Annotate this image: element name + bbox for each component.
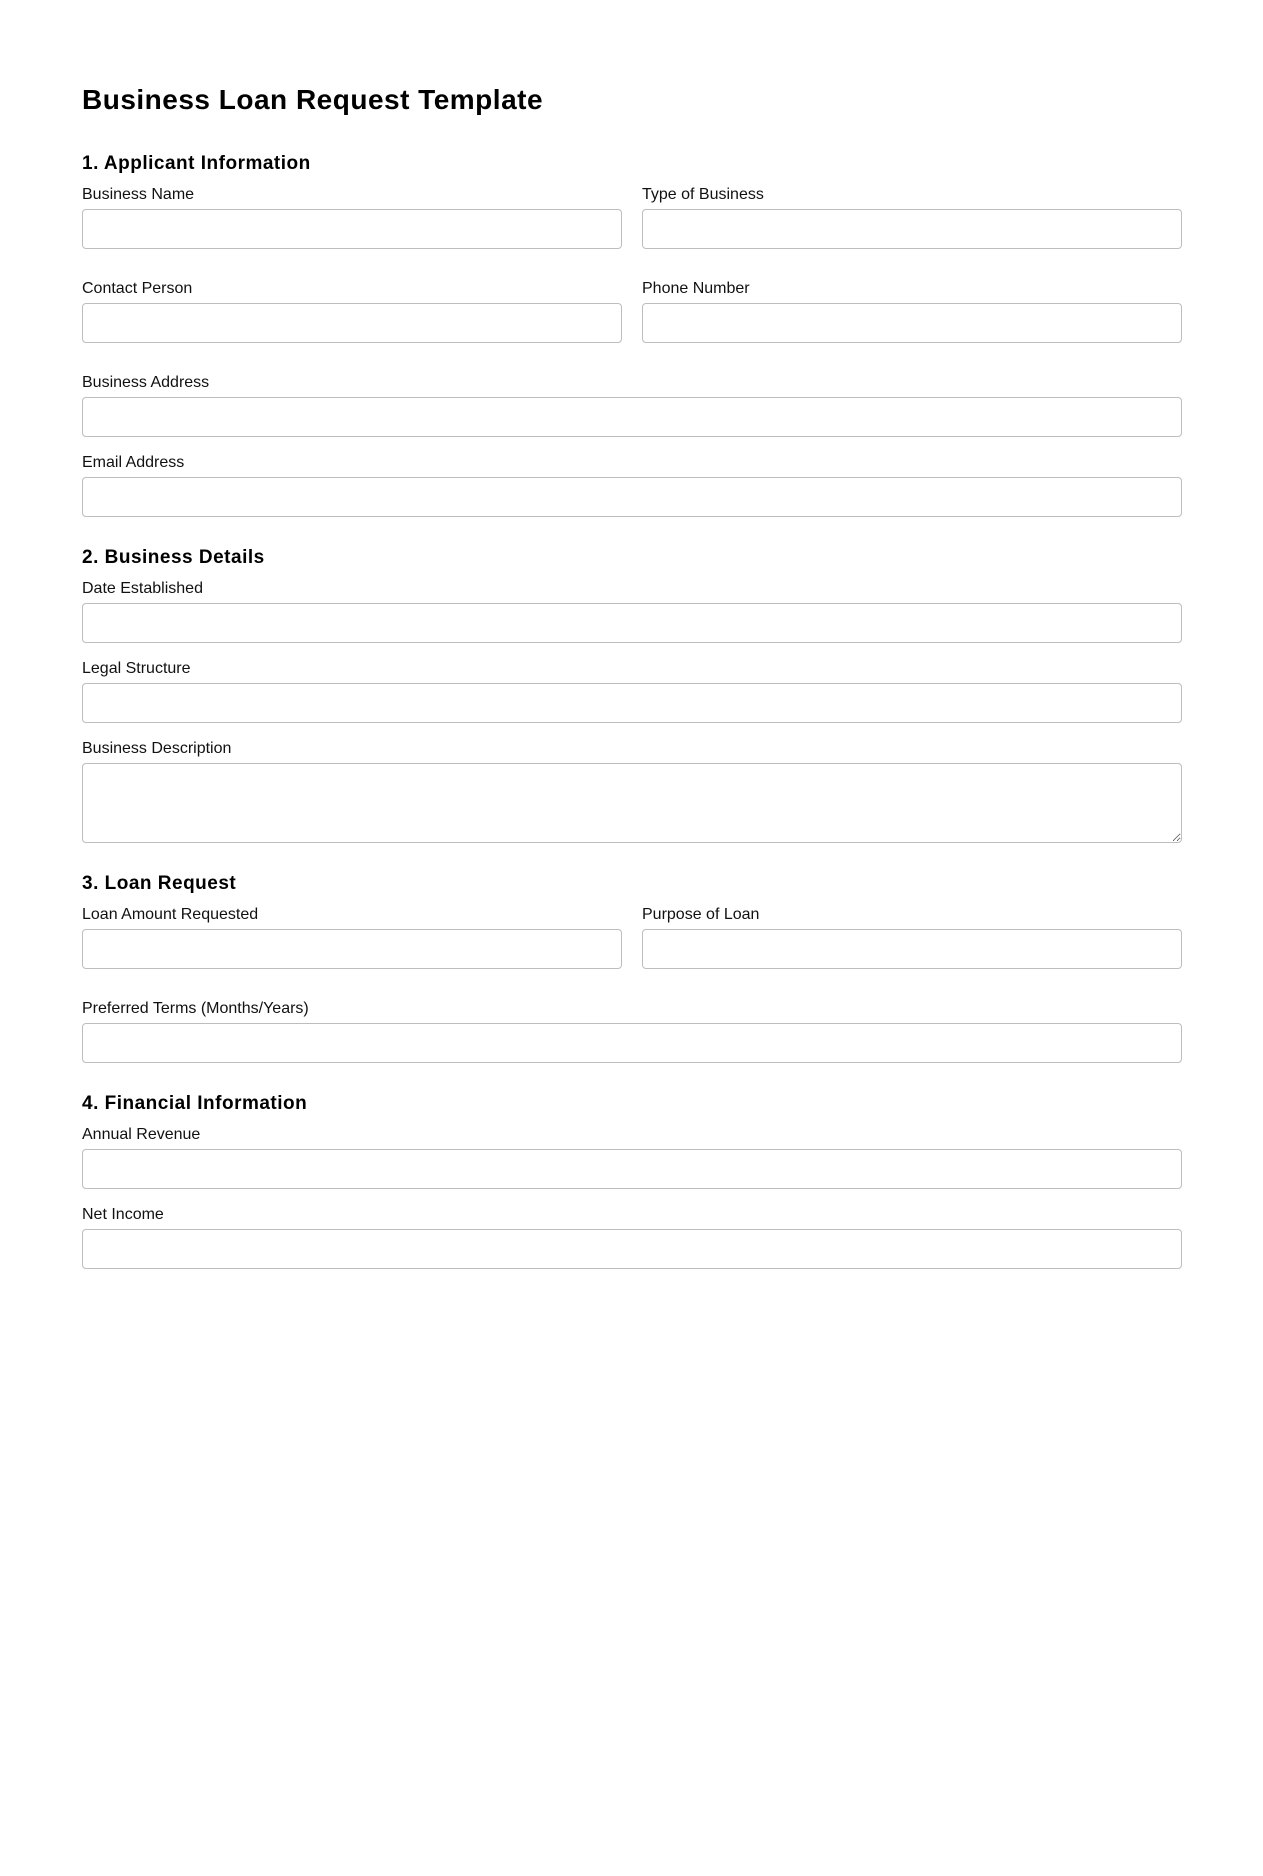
annual-revenue-field	[82, 1126, 1182, 1189]
preferred-terms-field	[82, 1000, 1182, 1063]
purpose-of-loan-label: Purpose of Loan	[642, 906, 760, 923]
type-of-business-field	[642, 186, 1182, 249]
legal-structure-field	[82, 660, 1182, 723]
legal-structure-input[interactable]	[82, 683, 1182, 723]
email-address-field	[82, 454, 1182, 517]
date-established-field	[82, 580, 1182, 643]
preferred-terms-input[interactable]	[82, 1023, 1182, 1063]
section-title: 1. Applicant Information	[82, 153, 311, 174]
loan-amount-label: Loan Amount Requested	[82, 906, 259, 923]
business-name-input[interactable]	[82, 209, 622, 249]
form-page	[82, 0, 1182, 1300]
business-name-field	[82, 186, 622, 249]
net-income-input[interactable]	[82, 1229, 1182, 1269]
section-loan-request	[82, 873, 1182, 1063]
form-content	[82, 0, 1182, 1269]
business-address-field	[82, 374, 1182, 437]
loan-amount-input[interactable]	[82, 929, 622, 969]
type-of-business-input[interactable]	[642, 209, 1182, 249]
net-income-label: Net Income	[82, 1206, 164, 1223]
phone-number-field	[642, 280, 1182, 343]
page-title: Business Loan Request Template	[82, 84, 544, 115]
business-name-label: Business Name	[82, 186, 195, 203]
date-established-label: Date Established	[82, 580, 203, 597]
annual-revenue-input[interactable]	[82, 1149, 1182, 1189]
business-description-field	[82, 740, 1182, 843]
date-established-input[interactable]	[82, 603, 1182, 643]
legal-structure-label: Legal Structure	[82, 660, 191, 677]
contact-person-label: Contact Person	[82, 280, 193, 297]
purpose-of-loan-field	[642, 906, 1182, 969]
form-row	[82, 280, 1182, 343]
contact-person-input[interactable]	[82, 303, 622, 343]
section-title: 2. Business Details	[82, 547, 265, 568]
email-address-label: Email Address	[82, 454, 185, 471]
net-income-field	[82, 1206, 1182, 1269]
form-row	[82, 186, 1182, 249]
section-applicant-information	[82, 153, 1182, 517]
preferred-terms-label: Preferred Terms (Months/Years)	[82, 1000, 309, 1017]
type-of-business-label: Type of Business	[642, 186, 764, 203]
loan-amount-field	[82, 906, 622, 969]
annual-revenue-label: Annual Revenue	[82, 1126, 201, 1143]
section-title: 4. Financial Information	[82, 1093, 308, 1114]
business-description-textarea[interactable]	[82, 763, 1182, 843]
section-financial-information	[82, 1093, 1182, 1269]
phone-number-label: Phone Number	[642, 280, 750, 297]
form-row	[82, 906, 1182, 969]
section-business-details	[82, 547, 1182, 843]
business-description-label: Business Description	[82, 740, 232, 757]
contact-person-field	[82, 280, 622, 343]
phone-number-input[interactable]	[642, 303, 1182, 343]
purpose-of-loan-input[interactable]	[642, 929, 1182, 969]
business-address-input[interactable]	[82, 397, 1182, 437]
business-address-label: Business Address	[82, 374, 210, 391]
email-address-input[interactable]	[82, 477, 1182, 517]
section-title: 3. Loan Request	[82, 873, 237, 894]
